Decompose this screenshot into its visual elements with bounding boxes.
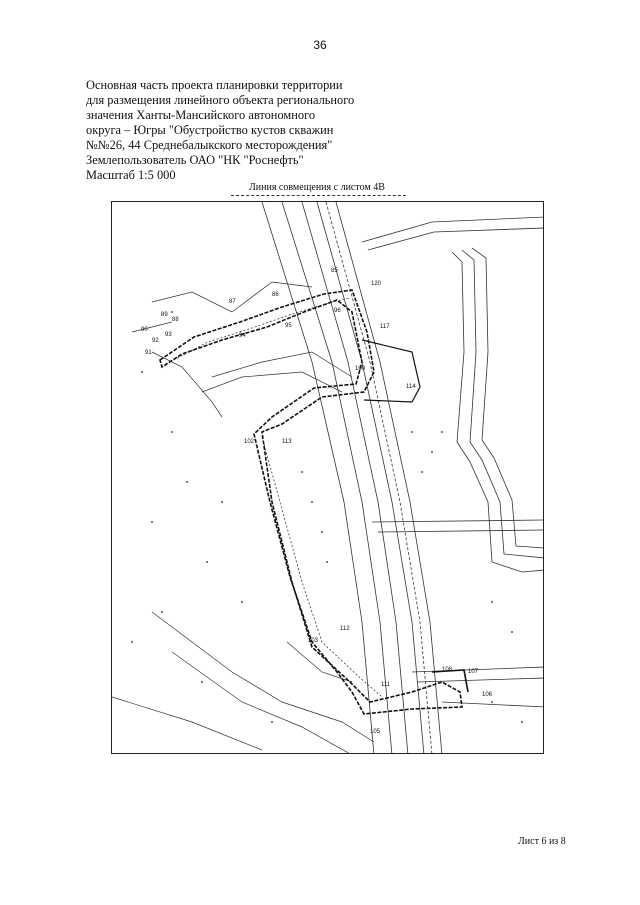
right-roads xyxy=(362,217,544,707)
point-label-93: 93 xyxy=(165,332,172,338)
header-line: Масштаб 1:5 000 xyxy=(86,168,176,182)
sheet-number-label: Лист 6 из 8 xyxy=(518,836,566,847)
point-label-103: 103 xyxy=(308,638,319,644)
point-label-107: 107 xyxy=(468,669,479,675)
left-branch xyxy=(132,282,352,417)
header-line: значения Ханты-Мансийского автономного xyxy=(86,108,316,122)
road-corridor xyxy=(262,202,442,754)
point-label-112: 112 xyxy=(340,626,350,632)
point-label-111: 111 xyxy=(381,682,391,688)
match-line-rule xyxy=(231,195,406,196)
point-label-94: 94 xyxy=(239,333,246,339)
point-label-102: 102 xyxy=(244,439,255,445)
point-label-92: 92 xyxy=(152,338,159,344)
point-label-86: 86 xyxy=(272,292,279,298)
point-label-117: 117 xyxy=(380,324,390,330)
point-label-96: 96 xyxy=(334,308,341,314)
header-line: для размещения линейного объекта регионального xyxy=(86,93,355,107)
point-label-105: 105 xyxy=(370,729,381,735)
header-line: округа – Югры "Обустройство кустов скважин xyxy=(86,123,334,137)
point-label-106: 106 xyxy=(482,692,493,698)
header-line: Основная часть проекта планировки территории xyxy=(86,78,343,92)
point-label-114: 114 xyxy=(406,384,416,390)
header-line: Землепользователь ОАО "НК "Роснефть" xyxy=(86,153,304,167)
lower-left-roads xyxy=(112,612,374,754)
point-label-90: 90 xyxy=(141,327,148,333)
header-line: №№26, 44 Среднебалыкского месторождения" xyxy=(86,138,333,152)
map-match-line-caption: Линия совмещения с листом 4В xyxy=(249,182,385,193)
planning-map xyxy=(111,201,544,754)
point-label-91: 91 xyxy=(145,350,152,356)
map-drawing xyxy=(112,202,544,754)
point-label-87: 87 xyxy=(229,299,236,305)
document-header xyxy=(86,78,416,183)
point-label-85: 85 xyxy=(331,268,338,274)
point-label-95: 95 xyxy=(285,323,292,329)
point-label-89: 89 xyxy=(161,312,168,318)
page-number: 36 xyxy=(313,38,327,52)
point-label-113: 113 xyxy=(282,439,292,445)
point-label-120: 120 xyxy=(371,281,382,287)
point-label-88: 88 xyxy=(172,317,179,323)
point-label-100: 100 xyxy=(355,366,366,372)
point-label-108: 108 xyxy=(442,667,453,673)
